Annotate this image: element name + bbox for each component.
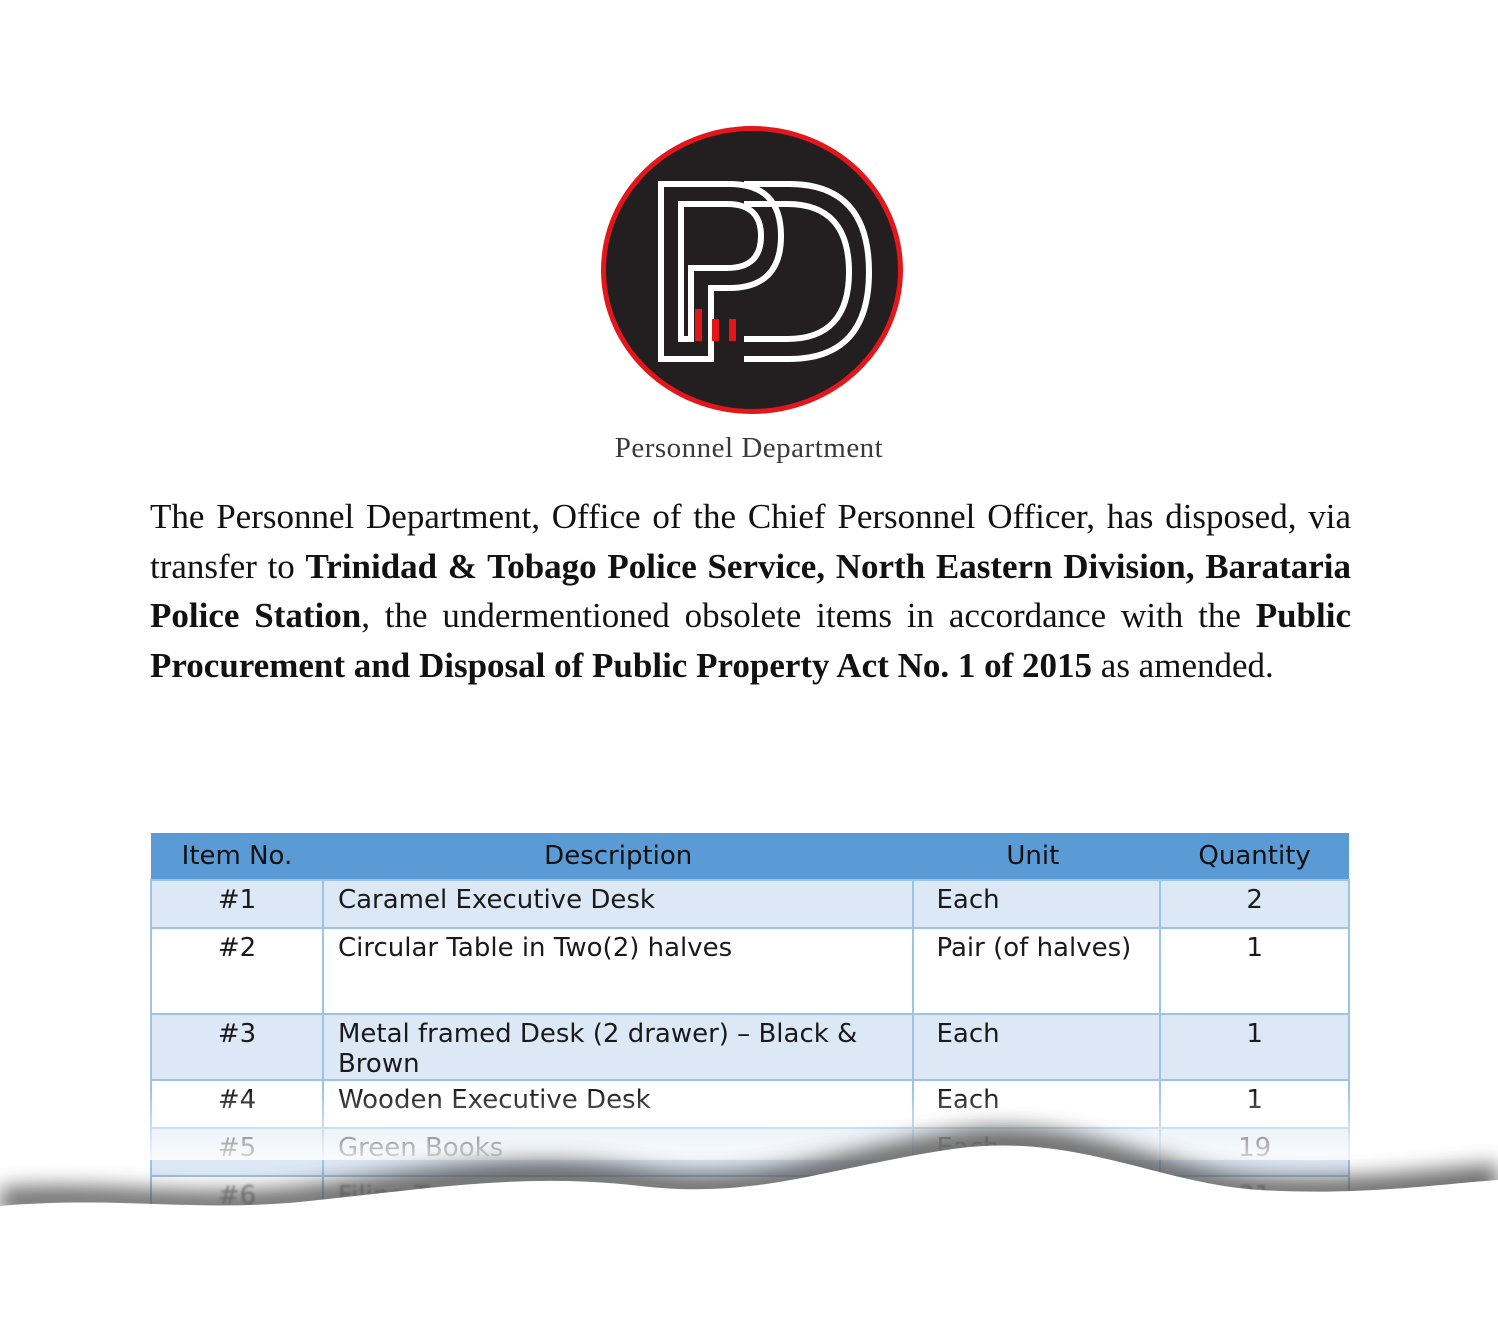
cell-unit: Each (913, 880, 1160, 928)
cell-description: Caramel Executive Desk (323, 880, 914, 928)
notice-text-1: The Personnel Department, Office of the Chief Personnel Officer, has disposed, via transfer to (150, 497, 1351, 586)
cell-description: Circular Table in Two(2) halves (323, 928, 914, 1014)
table-row (151, 928, 1349, 1014)
department-name: Personnel Department (614, 432, 884, 464)
cell-item: #2 (151, 928, 323, 1014)
col-header-quantity: Quantity (1160, 833, 1349, 880)
col-header-item: Item No. (151, 833, 323, 880)
cell-unit: Each (913, 1014, 1160, 1080)
table-header-row (151, 833, 1349, 880)
table-row (151, 1014, 1349, 1080)
torn-edge (0, 1090, 1498, 1326)
cell-description: Metal framed Desk (2 drawer) – Black & Brown (323, 1014, 914, 1080)
cell-item: #1 (151, 880, 323, 928)
notice-text-3: as amended. (1092, 645, 1274, 685)
notice-recipient: Trinidad & Tobago Police Service, North Eastern Division, Barataria Police Station (150, 546, 1352, 635)
cell-item: #3 (151, 1014, 323, 1080)
table-row (151, 880, 1349, 928)
cell-quantity: 1 (1160, 928, 1349, 1014)
cell-unit: Pair (of halves) (913, 928, 1160, 1014)
disposal-notice (150, 492, 1351, 690)
pd-logo (599, 124, 905, 416)
col-header-unit: Unit (913, 833, 1160, 880)
cell-quantity: 2 (1160, 880, 1349, 928)
cell-quantity: 1 (1160, 1014, 1349, 1080)
notice-text-2: , the undermentioned obsolete items in accordance with the (361, 596, 1256, 635)
col-header-description: Description (323, 833, 914, 880)
notice-act: Public Procurement and Disposal of Public Property Act No. 1 of 2015 (150, 596, 1351, 685)
